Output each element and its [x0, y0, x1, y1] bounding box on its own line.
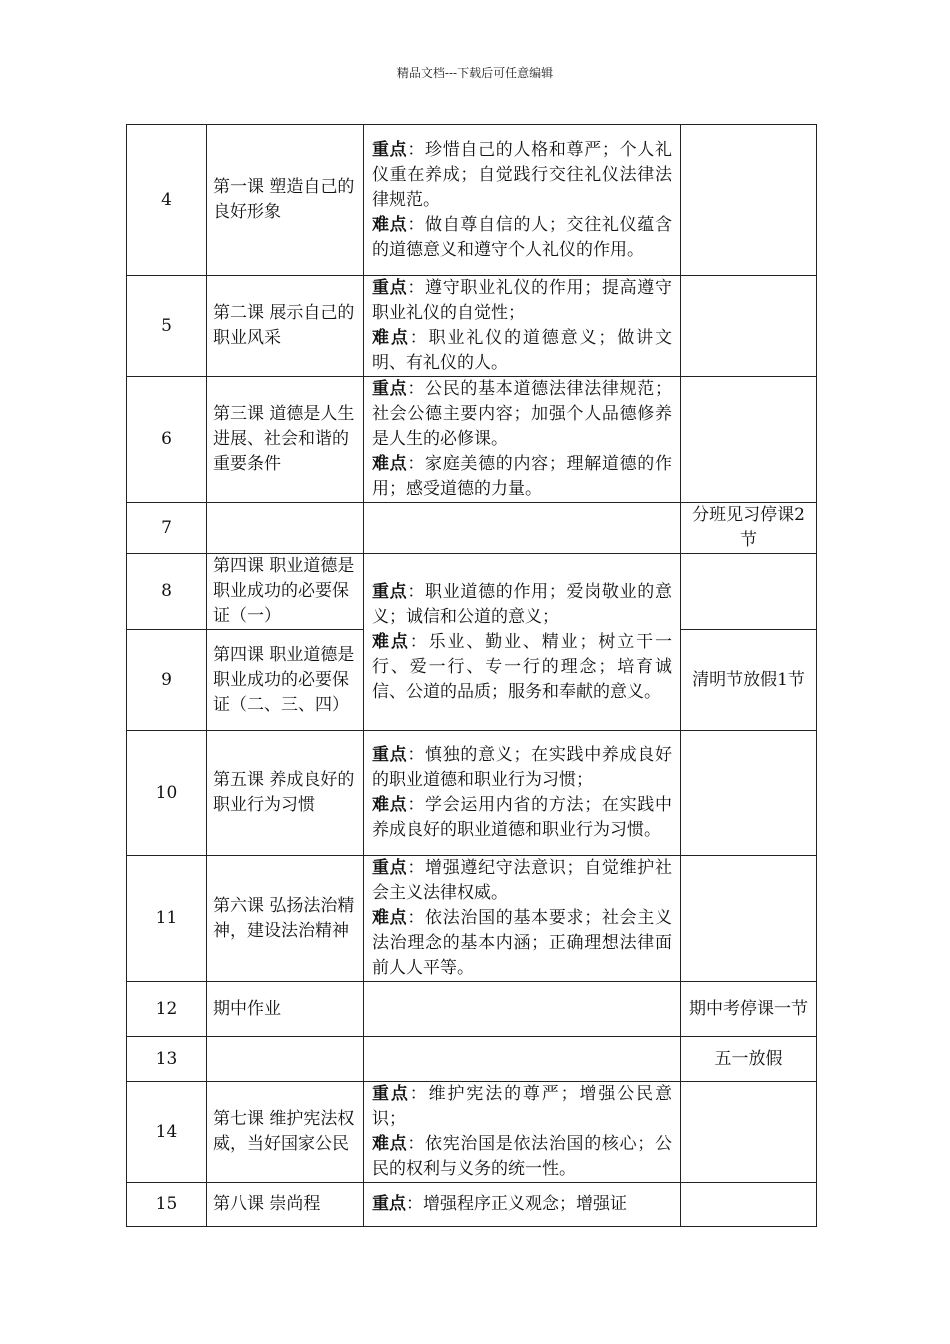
lesson-title-cell: 期中作业	[207, 982, 364, 1037]
key-text: ：珍惜自己的人格和尊严；个人礼仪重在养成；自觉践行交往礼仪法律法律规范。	[372, 139, 672, 210]
note-cell	[681, 377, 817, 503]
lesson-title-cell: 第五课 养成良好的职业行为习惯	[207, 731, 364, 856]
table-row	[127, 125, 817, 276]
lesson-title-cell	[207, 503, 364, 554]
key-points-cell	[364, 503, 681, 554]
key-points-cell	[364, 856, 681, 982]
week-cell: 12	[127, 982, 207, 1037]
table-row	[127, 1037, 817, 1082]
week-cell: 4	[127, 125, 207, 276]
table-row	[127, 731, 817, 856]
week-cell: 11	[127, 856, 207, 982]
lesson-title-cell: 第二课 展示自己的职业风采	[207, 276, 364, 377]
key-text: ：公民的基本道德法律法律规范；社会公德主要内容；加强个人品德修养是人生的必修课。	[372, 379, 672, 449]
difficulty-text: ：乐业、勤业、精业；树立干一行、爱一行、专一行的理念；培育诚信、公道的品质；服务和奉献的意义。	[372, 631, 673, 702]
difficulty-label: 难点	[372, 795, 408, 815]
table-row	[127, 377, 817, 503]
key-label: 重点	[372, 278, 408, 298]
difficulty-label: 难点	[372, 214, 408, 235]
difficulty-text: ：依宪治国是依法治国的核心；公民的权利与义务的统一性。	[372, 1134, 672, 1179]
key-points-cell	[364, 1082, 681, 1183]
table-row	[127, 1082, 817, 1183]
key-text: ：增强遵纪守法意识；自觉维护社会主义法律权威。	[372, 858, 672, 903]
week-cell: 7	[127, 503, 207, 554]
key-points-cell	[364, 1183, 681, 1227]
week-cell: 9	[127, 630, 207, 731]
lesson-title-cell: 第七课 维护宪法权威，当好国家公民	[207, 1082, 364, 1183]
key-label: 重点	[372, 858, 408, 878]
key-points-cell	[364, 377, 681, 503]
note-cell	[681, 1082, 817, 1183]
week-cell: 5	[127, 276, 207, 377]
note-cell: 清明节放假1节	[681, 630, 817, 731]
key-points-cell	[364, 731, 681, 856]
note-cell	[681, 856, 817, 982]
week-cell: 13	[127, 1037, 207, 1082]
key-points-cell-merged	[364, 554, 681, 731]
difficulty-text: ：做自尊自信的人；交往礼仪蕴含的道德意义和遵守个人礼仪的作用。	[372, 214, 672, 260]
key-text: ：增强程序正义观念；增强证	[406, 1194, 627, 1214]
key-label: 重点	[372, 1194, 406, 1214]
note-cell: 五一放假	[681, 1037, 817, 1082]
key-text: ：遵守职业礼仪的作用；提高遵守职业礼仪的自觉性；	[372, 278, 672, 323]
key-points-cell	[364, 125, 681, 276]
note-cell: 分班见习停课2节	[681, 503, 817, 554]
week-cell: 10	[127, 731, 207, 856]
key-points-cell	[364, 982, 681, 1037]
difficulty-label: 难点	[372, 454, 408, 474]
note-cell	[681, 276, 817, 377]
lesson-title-cell: 第六课 弘扬法治精神，建设法治精神	[207, 856, 364, 982]
difficulty-label: 难点	[372, 328, 410, 348]
difficulty-text: ：家庭美德的内容；理解道德的作用；感受道德的力量。	[372, 454, 672, 499]
table-row	[127, 276, 817, 377]
note-cell	[681, 554, 817, 630]
page-header: 精品文档---下载后可任意编辑	[396, 66, 554, 80]
key-points-cell	[364, 276, 681, 377]
key-text: ：慎独的意义；在实践中养成良好的职业道德和职业行为习惯；	[372, 745, 672, 790]
key-text: ：职业道德的作用；爱岗敬业的意义；诚信和公道的意义；	[372, 581, 672, 627]
note-cell: 期中考停课一节	[681, 982, 817, 1037]
key-label: 重点	[372, 745, 408, 765]
lesson-title-cell: 第四课 职业道德是职业成功的必要保证（二、三、四）	[207, 630, 364, 731]
key-label: 重点	[372, 581, 408, 602]
table-row	[127, 1183, 817, 1227]
key-label: 重点	[372, 379, 408, 399]
week-cell: 15	[127, 1183, 207, 1227]
table-row	[127, 503, 817, 554]
difficulty-label: 难点	[372, 908, 408, 928]
note-cell	[681, 125, 817, 276]
week-cell: 8	[127, 554, 207, 630]
difficulty-label: 难点	[372, 631, 410, 652]
key-text: ：维护宪法的尊严；增强公民意识；	[372, 1084, 673, 1129]
key-points-cell	[364, 1037, 681, 1082]
key-label: 重点	[372, 139, 408, 160]
difficulty-label: 难点	[372, 1134, 408, 1154]
difficulty-text: ：职业礼仪的道德意义；做讲文明、有礼仪的人。	[372, 328, 673, 373]
difficulty-text: ：依法治国的基本要求；社会主义法治理念的基本内涵；正确理想法律面前人人平等。	[372, 908, 672, 978]
week-cell: 14	[127, 1082, 207, 1183]
table-row	[127, 856, 817, 982]
table-row	[127, 554, 817, 630]
week-cell: 6	[127, 377, 207, 503]
lesson-title-cell: 第八课 崇尚程	[207, 1183, 364, 1227]
lesson-title-cell	[207, 1037, 364, 1082]
note-cell	[681, 1183, 817, 1227]
teaching-plan-table	[126, 124, 817, 1227]
key-label: 重点	[372, 1084, 410, 1104]
note-cell	[681, 731, 817, 856]
lesson-title-cell: 第三课 道德是人生进展、社会和谐的重要条件	[207, 377, 364, 503]
table-row	[127, 982, 817, 1037]
lesson-title-cell: 第四课 职业道德是职业成功的必要保证（一）	[207, 554, 364, 630]
lesson-title-cell: 第一课 塑造自己的良好形象	[207, 125, 364, 276]
difficulty-text: ：学会运用内省的方法；在实践中养成良好的职业道德和职业行为习惯。	[372, 795, 672, 840]
